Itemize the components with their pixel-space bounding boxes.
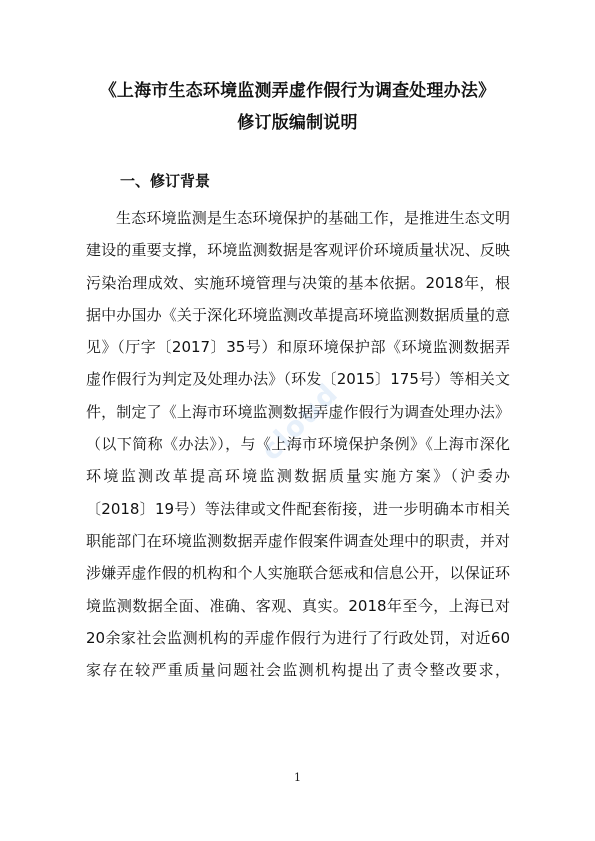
document-subtitle: 修订版编制说明 [237,113,358,133]
section-heading: 一、修订背景 [120,172,211,190]
watermark: cloud [254,376,346,467]
body-paragraph: 生态环境监测是生态环境保护的基础工作，是推进生态文明建设的重要支撑，环境监测数据是客观评价环境质量状况、反映污染治理成效、实施环境管理与决策的基本依据。2018年，根据中办国办《关于深化环境监测改革提高环境监测数据质量的意见》（厅字〔2017〕35号）和原环境保护部《环境监测数据弄虚作假行为判定及处理办法》（环发〔2015〕175号）等相关文件，制定了《上海市环境监测数据弄虚作假行为调查处理办法》（以下简称《办法》），与《上海市环境保护条例》《上海市深化环境监测改革提高环境监测数据质量实施方案》（沪委办〔2018〕19号）等法律或文件配套衔接，进一步明确本市相关职能部门在环境监测数据弄虚作假案件调查处理中的职责，并对涉嫌弄虚作假的机构和个人实施联合惩戒和信息公开，以保证环境监测数据全面、准确、客观、真实。2018年至今，上海已对20余家社会监测机构的弄虚作假行为进行了行政处罚，对近60家存在较严重质量问题社会监测机构提出了责令整改要求， [86,209,510,680]
page-number: 1 [294,771,301,784]
document-title: 《上海市生态环境监测弄虚作假行为调查处理办法》 [99,81,496,101]
